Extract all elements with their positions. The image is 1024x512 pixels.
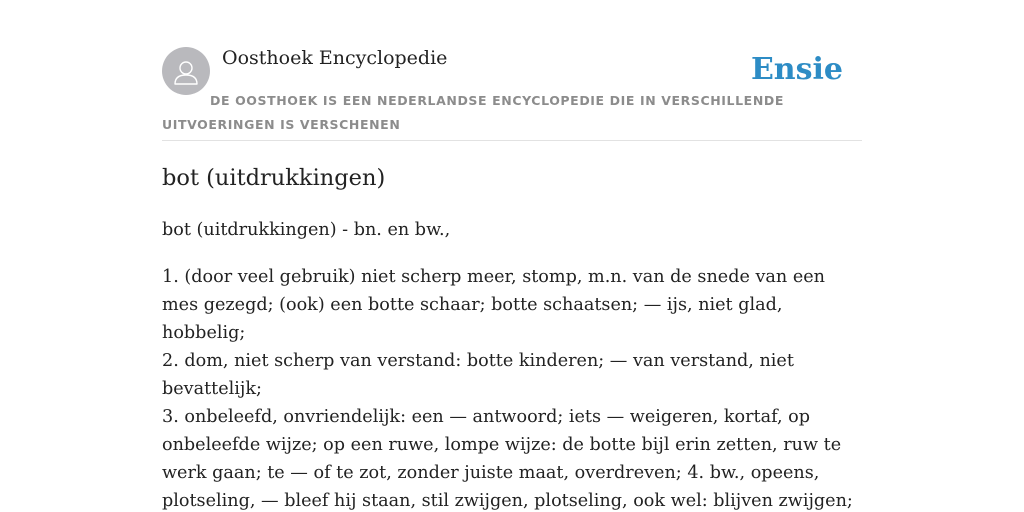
user-avatar-icon[interactable] — [162, 47, 210, 95]
user-avatar-icon-graphic — [162, 47, 210, 95]
entry-definition — [162, 216, 862, 512]
definition-item-1: 1. (door veel gebruik) niet scherp meer, stomp, m.n. van de snede van een mes gezegd; (ook) een botte schaar; botte schaatsen; — ijs, niet glad, hobbelig; — [162, 267, 825, 343]
entry-title: bot (uitdrukkingen) — [162, 165, 386, 191]
header — [162, 46, 862, 141]
site-title[interactable]: Oosthoek Encyclopedie — [222, 47, 448, 69]
definition-item-2: 2. dom, niet scherp van verstand: botte kinderen; — van verstand, niet bevattelijk; — [162, 351, 794, 399]
site-tagline: DE OOSTHOEK IS EEN NEDERLANDSE ENCYCLOPEDIE DIE IN VERSCHILLENDE UITVOERINGEN IS VERSCHENEN — [162, 93, 784, 132]
brand-logo[interactable]: Ensie — [750, 52, 843, 87]
entry-lead: bot (uitdrukkingen) - bn. en bw., — [162, 220, 451, 240]
definition-item-3: 3. onbeleefd, onvriendelijk: een — antwoord; iets — weigeren, kortaf, op onbeleefde wijze; op een ruwe, lompe wijze: de botte bijl erin zetten, ruw te werk gaan; te — of te zot, zonder juiste maat, overdreven; 4. bw., opeens, plotseling, — bleef hij staan, stil zwijgen, plotseling, ook wel: blijven zwijgen; — [162, 407, 853, 511]
